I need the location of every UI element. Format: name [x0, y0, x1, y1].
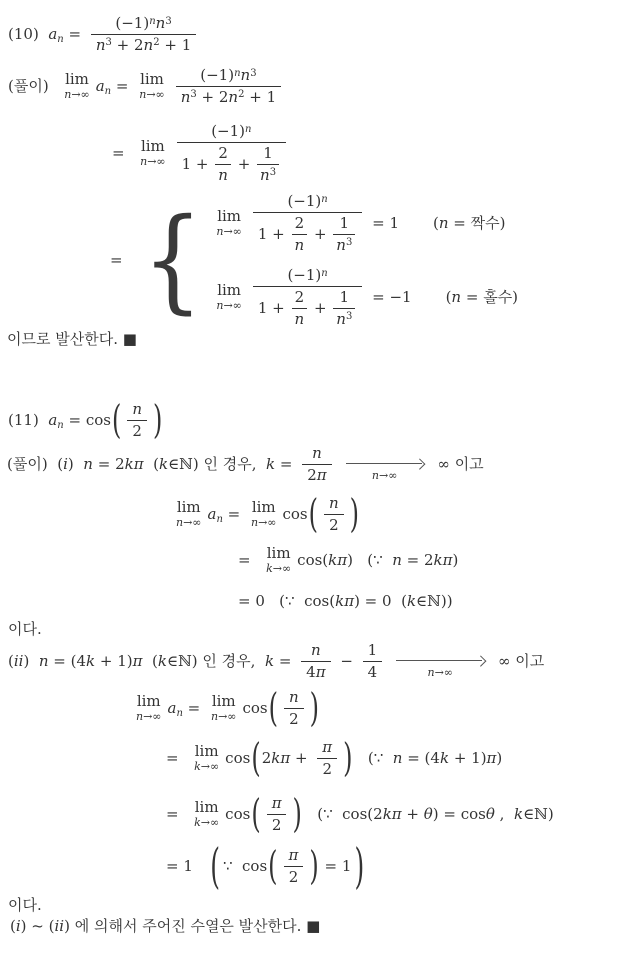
- fraction-denominator: $n^3 + 2n^2 + 1$: [176, 86, 281, 107]
- fraction: [284, 688, 304, 729]
- result-text: = 1: [166, 856, 208, 875]
- fraction-denominator: n: [215, 164, 231, 185]
- denominator-text: 1 +: [257, 224, 290, 243]
- left-paren: (: [268, 843, 278, 889]
- lim-subscript: n→∞: [216, 299, 242, 313]
- problem-11-statement: [8, 397, 163, 443]
- lim-subscript: n→∞: [176, 516, 202, 530]
- cos-word: cos: [242, 698, 268, 717]
- lim-word: lim: [194, 798, 219, 817]
- solution-11-conclusion: [10, 917, 320, 936]
- limit-operator: [211, 694, 236, 722]
- lim-subscript: n→∞: [251, 516, 277, 530]
- lim-word: lim: [65, 70, 89, 89]
- fraction: [333, 214, 355, 255]
- fraction-denominator: 2: [127, 420, 147, 441]
- case-i-step-1: [170, 491, 360, 537]
- fraction-denominator: 2: [284, 708, 304, 729]
- denominator-text: 1 +: [257, 298, 290, 317]
- case-even-result: = 1: [367, 213, 399, 232]
- limit-operator: [64, 72, 89, 100]
- fraction: [301, 641, 330, 682]
- case-i-condition: (i) n = 2kπ (k∈ℕ) 인 경우, k =: [57, 454, 298, 473]
- left-paren: (: [111, 397, 122, 443]
- right-paren: ): [343, 735, 353, 781]
- fraction: [215, 144, 231, 185]
- equals-sign: =: [238, 550, 261, 569]
- right-paren: ): [153, 397, 163, 443]
- fraction: [176, 66, 281, 107]
- fraction: [317, 738, 337, 779]
- fraction-denominator: 2: [267, 814, 287, 835]
- right-paren: ): [354, 838, 365, 894]
- sequence-term: $a_n$ =: [207, 504, 245, 526]
- fraction: [253, 266, 362, 328]
- fraction-numerator: 1: [339, 213, 350, 232]
- fraction-denominator: [253, 286, 362, 329]
- case-ii-end: [8, 896, 42, 915]
- cos-word: cos: [225, 804, 251, 823]
- fraction-denominator: 2: [317, 758, 337, 779]
- denominator-text: 1 +: [181, 154, 214, 173]
- right-paren: ): [309, 843, 319, 889]
- limit-operator: [216, 283, 241, 311]
- fraction-numerator: n: [132, 400, 143, 418]
- limit-operator: [194, 744, 219, 772]
- fraction-denominator: $n^3$: [333, 234, 355, 255]
- case-even-row: [210, 192, 518, 254]
- arrow-label: n→∞: [427, 666, 453, 680]
- solution-label: (풀이): [8, 76, 59, 95]
- fraction: [91, 14, 196, 55]
- fraction-numerator: 2: [294, 213, 305, 232]
- fraction-denominator: 2: [284, 866, 304, 887]
- lim-word: lim: [136, 692, 161, 711]
- lim-subscript: n→∞: [136, 710, 162, 724]
- fraction: [333, 288, 355, 329]
- lim-subscript: k→∞: [194, 760, 220, 774]
- case-ii-tail: ∞ 이고: [493, 651, 545, 670]
- lim-subscript: n→∞: [211, 710, 237, 724]
- fraction-denominator: n: [292, 234, 308, 255]
- case-odd-row: [210, 266, 518, 328]
- lim-word: lim: [211, 692, 236, 711]
- limit-operator: [136, 694, 161, 722]
- fraction-numerator: 2: [294, 288, 305, 306]
- right-paren: ): [292, 791, 302, 837]
- limit-operator: [139, 72, 164, 100]
- case-i-tail: ∞ 이고: [432, 454, 484, 473]
- lim-subscript: n→∞: [216, 225, 242, 239]
- lim-subscript: n→∞: [139, 88, 165, 102]
- solution-11-case-i-intro: [7, 444, 484, 485]
- minus-sign: −: [335, 651, 358, 670]
- reason-note: (∵ cos(2kπ + θ) = cosθ , k∈ℕ): [302, 804, 554, 823]
- problem-10-label: (10) $a_n$ =: [8, 24, 86, 46]
- limit-operator: [251, 500, 276, 528]
- equals-sign: =: [110, 250, 133, 269]
- fraction-denominator: 4π: [301, 661, 330, 682]
- fraction-denominator: 4: [363, 661, 383, 682]
- fraction: [177, 122, 286, 184]
- cos-word: cos: [225, 748, 251, 767]
- reason-note: = 1: [319, 856, 352, 875]
- fraction-denominator: 2π: [302, 464, 331, 485]
- case-ii-step-2: [166, 735, 503, 781]
- equals-sign: =: [166, 804, 189, 823]
- cases-block: [210, 192, 518, 329]
- fraction-denominator: $n^3$: [257, 164, 279, 185]
- limit-operator: [216, 209, 241, 237]
- limit-operator: [140, 139, 165, 167]
- fraction: [363, 641, 383, 682]
- lim-word: lim: [140, 70, 164, 89]
- fraction: [267, 794, 287, 835]
- end-text: 이다.: [8, 620, 42, 638]
- left-paren: (: [210, 838, 220, 894]
- fraction-numerator: n: [311, 641, 321, 659]
- fraction-numerator: 1: [339, 288, 350, 306]
- reason-note: (∵ n = 2kπ): [352, 550, 459, 569]
- fraction: [253, 192, 362, 254]
- conclusion-text: 이므로 발산한다. ■: [7, 330, 137, 348]
- lim-word: lim: [217, 281, 242, 300]
- equals-sign: =: [112, 143, 135, 162]
- solution-10-step-1: [8, 66, 286, 107]
- lim-subscript: k→∞: [266, 562, 292, 575]
- lim-subscript: n→∞: [64, 88, 90, 102]
- arrow-right-icon: [346, 459, 424, 468]
- fraction-numerator: n: [289, 688, 299, 706]
- limit-operator: [176, 500, 201, 528]
- end-text: 이다.: [8, 896, 42, 914]
- left-paren: (: [268, 685, 278, 731]
- left-paren: (: [251, 791, 261, 837]
- fraction-numerator: π: [288, 846, 299, 864]
- lim-word: lim: [194, 742, 219, 761]
- lim-word: lim: [266, 544, 291, 562]
- right-paren: ): [309, 685, 320, 731]
- denominator-text: +: [309, 224, 332, 243]
- fraction: [292, 288, 308, 329]
- angle-expression: 2kπ +: [261, 748, 313, 767]
- limit-operator: [194, 800, 219, 828]
- case-i-step-3: [238, 592, 453, 611]
- limit-arrow: [346, 459, 424, 483]
- sequence-term: $a_n$ =: [95, 76, 134, 98]
- case-odd-condition: (n = 홀수): [445, 288, 519, 306]
- sequence-term: $a_n$ =: [167, 698, 205, 720]
- fraction-numerator: π: [322, 738, 333, 756]
- lim-subscript: k→∞: [194, 816, 220, 830]
- lim-subscript: n→∞: [140, 155, 166, 169]
- case-i-step-2: [238, 546, 458, 574]
- fraction-numerator: 1: [367, 641, 378, 659]
- problem-10-statement: [8, 14, 201, 55]
- case-ii-step-1: [130, 685, 320, 731]
- limit-arrow: [396, 656, 484, 680]
- case-ii-condition: (ii) n = (4k + 1)π (k∈ℕ) 인 경우, k =: [8, 651, 297, 670]
- left-paren: (: [308, 491, 318, 537]
- arrow-label: n→∞: [371, 469, 398, 483]
- right-paren: ): [349, 491, 360, 537]
- reason-note: ∵ cos: [222, 856, 268, 875]
- fraction-numerator: n: [312, 444, 322, 462]
- cos-word: cos: [282, 504, 308, 523]
- equals-sign: =: [166, 748, 189, 767]
- problem-11-label: (11) $a_n = \cos$: [8, 410, 111, 432]
- cos-expression: cos(kπ): [297, 550, 353, 569]
- fraction-numerator: $(-1)^nn^3$: [115, 14, 172, 32]
- fraction-numerator: 2: [218, 143, 228, 162]
- case-ii-step-4: [166, 838, 367, 894]
- lim-word: lim: [176, 498, 201, 517]
- fraction-denominator: n: [292, 308, 308, 329]
- limit-operator: [266, 546, 291, 574]
- fraction-numerator: $(-1)^nn^3$: [200, 66, 257, 84]
- fraction: [324, 494, 344, 535]
- case-odd-result: = −1: [367, 288, 412, 306]
- fraction-denominator: $n^3 + 2n^2 + 1$: [91, 34, 196, 55]
- denominator-text: +: [309, 298, 332, 317]
- fraction-numerator: $(-1)^n$: [287, 192, 328, 210]
- solution-10-cases: [110, 192, 518, 329]
- result-text: = 0 (∵ cos(kπ) = 0 (k∈ℕ)): [238, 592, 453, 610]
- fraction-numerator: $(-1)^n$: [287, 266, 328, 285]
- arrow-right-icon: [396, 656, 484, 665]
- fraction: [292, 214, 308, 255]
- fraction: [127, 400, 147, 441]
- case-ii-step-3: [166, 791, 554, 837]
- conclusion-text: (i) ~ (ii) 에 의해서 주어진 수열은 발산한다. ■: [10, 917, 321, 935]
- solution-10-conclusion: [7, 330, 137, 349]
- reason-note: (∵ n = (4k + 1)π): [353, 748, 503, 767]
- fraction-numerator: $(-1)^n$: [211, 122, 252, 140]
- cases-brace: {: [142, 194, 204, 325]
- lim-word: lim: [217, 207, 242, 226]
- case-i-end: [8, 620, 42, 639]
- solution-11-case-ii-intro: [8, 641, 544, 682]
- fraction-numerator: 1: [263, 143, 273, 162]
- lim-word: lim: [140, 137, 165, 156]
- solution-10-step-2: [112, 122, 291, 184]
- fraction-denominator: [253, 212, 362, 255]
- fraction: [302, 444, 331, 485]
- fraction-denominator: [177, 142, 286, 185]
- fraction-denominator: $n^3$: [333, 308, 355, 329]
- left-paren: (: [251, 735, 261, 781]
- case-even-condition: (n = 짝수): [433, 213, 506, 232]
- lim-word: lim: [251, 498, 276, 517]
- fraction: [284, 846, 304, 887]
- fraction: [257, 144, 279, 185]
- fraction-numerator: n: [329, 494, 339, 512]
- denominator-text: +: [232, 154, 256, 173]
- solution-label: (풀이): [7, 454, 58, 473]
- fraction-numerator: π: [271, 794, 282, 812]
- fraction-denominator: 2: [324, 514, 344, 535]
